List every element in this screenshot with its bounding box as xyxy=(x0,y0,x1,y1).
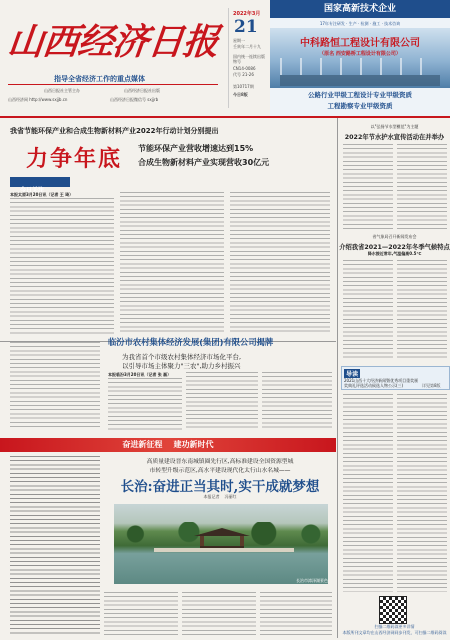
photo-pavilion xyxy=(200,534,244,549)
feature-byline: 本报记者 冯丽红 xyxy=(203,494,237,499)
ad-line-2: 工程勘察专业甲级资质 xyxy=(327,102,393,110)
lead-sub-1: 节能环保产业营收增速达到15% xyxy=(138,144,254,153)
ad-company: 中科路恒工程设计有限公司 xyxy=(300,38,420,49)
feature-banner-text: 奋进新征程 建功新时代 xyxy=(122,440,214,449)
guide-box[interactable] xyxy=(341,366,450,390)
right-headline-2: 介绍我省2021—2022年冬季气候特点 xyxy=(339,244,450,251)
right-sub-2: 降水接近常年,气温偏高0.5℃ xyxy=(367,251,422,256)
guide-text: 2021山西十大经济新闻暨优秀项目重奖颁奖典礼评选活动候选人物公示(三) xyxy=(344,378,419,388)
masthead-title: 山西经济日报 xyxy=(5,21,220,63)
photo-roof xyxy=(194,528,250,536)
date-day: 21 xyxy=(234,17,258,37)
feature-story[interactable] xyxy=(0,452,336,640)
masthead xyxy=(0,0,450,116)
ad-line-1: 公路行业甲级工程设计专业甲级资质 xyxy=(308,91,412,99)
date-week: 星期一 xyxy=(233,38,245,43)
right-col-divider xyxy=(337,118,338,638)
masthead-info-bar xyxy=(8,84,218,105)
guide-page: 详见第8版 xyxy=(422,383,441,388)
section-tag-label: 今日关注 xyxy=(20,187,45,194)
pages-count: 今日8版 xyxy=(233,92,248,97)
qr-note: 本版所刊文章均在山西经济网同步刊发，可扫描二维码阅读 xyxy=(342,630,447,635)
lead-headline: 力争年底 xyxy=(26,146,123,172)
masthead-wechat: 山西经济日报微信号 sxjjrb xyxy=(110,97,159,102)
ad-company-sub: （原名 西安路桥工程设计有限公司） xyxy=(319,51,401,57)
ad-top-line: 17年专注研发 · 生产 · 检测 · 施工 · 技术咨询 xyxy=(319,21,401,26)
feature-left-text xyxy=(10,456,100,636)
right-caption: 省气象局召开新闻发布会 xyxy=(372,234,417,239)
feature-text-3 xyxy=(260,592,332,636)
right-text-3a xyxy=(343,394,393,592)
masthead-url[interactable]: 山西经济网 http://www.sxjjb.cn xyxy=(8,97,68,102)
mid-left-text xyxy=(10,342,100,430)
mid-sub-1: 为我省首个市级农村集体经济市场化平台, xyxy=(122,353,242,361)
date-box xyxy=(228,8,267,108)
lead-text-col-1 xyxy=(10,198,114,334)
mid-text-3 xyxy=(262,372,332,430)
guide-label: 导读 xyxy=(346,371,359,378)
feature-photo-caption: 长治市漳泽湖景色 xyxy=(296,578,328,583)
lead-text-col-3 xyxy=(230,192,330,334)
masthead-meta-1: 山西日报社主管主办 xyxy=(44,88,80,93)
issue-line-2: CN14-0086 xyxy=(233,66,256,71)
feature-photo[interactable] xyxy=(114,504,328,584)
qr-caption: 扫描二维码读更多详情 xyxy=(374,624,415,629)
issue-line-1: 国内统一连续出版物号 xyxy=(233,54,265,64)
right-teaser: 以"弘扬节水型模范"为主题 xyxy=(370,124,419,129)
right-text-2b xyxy=(397,260,447,358)
lead-story[interactable] xyxy=(0,118,336,340)
feature-kicker-2: 市转型升级示范区,高水平建设现代化太行山水名城—— xyxy=(149,468,291,474)
feature-headline: 长治:奋进正当其时,实干成就梦想 xyxy=(120,479,320,495)
issue-line-3: 代号 21-26 xyxy=(233,72,254,77)
top-ad[interactable] xyxy=(270,0,450,116)
mid-text-2 xyxy=(186,372,258,430)
feature-banner xyxy=(0,438,336,452)
right-column xyxy=(339,118,450,640)
mid-headline: 临汾市农村集体经济发展(集团)有限公司揭牌 xyxy=(108,337,274,347)
photo-bridge xyxy=(154,548,294,552)
right-text-1a xyxy=(343,144,393,230)
ad-top-title: 国家高新技术企业 xyxy=(270,0,450,18)
masthead-meta-2: 山西经济日报社出版 xyxy=(124,88,160,93)
right-text-1b xyxy=(397,144,447,230)
right-text-3b xyxy=(397,394,447,592)
feature-text-1 xyxy=(104,592,178,636)
section-tag xyxy=(10,177,70,194)
mid-text-1 xyxy=(108,378,182,430)
mid-byline: 本报临汾3月20日讯（记者 张 磊） xyxy=(108,372,172,377)
lead-kicker: 我省节能环保产业和合成生物新材料产业2022年行动计划分别提出 xyxy=(10,127,219,135)
mid-story[interactable] xyxy=(0,337,336,437)
date-lunar: 壬寅年二月十九 xyxy=(233,44,261,49)
masthead-slogan: 指导全省经济工作的重点媒体 xyxy=(54,75,145,83)
right-story-1[interactable] xyxy=(339,118,450,228)
feature-text-2 xyxy=(182,592,256,636)
date-year: 2022年3月 xyxy=(233,11,261,17)
right-headline-1: 2022年节水护水宣传活动在并举办 xyxy=(344,134,445,141)
right-story-2[interactable] xyxy=(339,232,450,362)
feature-kicker-1: 高质量建设晋东南城镇圈先行区,高标准建设全国资源型城 xyxy=(146,459,294,465)
lead-byline: 本报太原3月20日讯（记者 王 琦） xyxy=(10,192,74,197)
right-text-2a xyxy=(343,260,393,358)
mid-sub-2: 以引导市场主体聚力"三农",助力乡村振兴 xyxy=(122,362,241,370)
qr-code[interactable] xyxy=(379,596,407,624)
lead-sub-2: 合成生物新材料产业实现营收30亿元 xyxy=(138,158,270,167)
lead-text-col-2 xyxy=(120,192,224,334)
issue-line-4: 第10717期 xyxy=(233,84,254,89)
ad-bridge-image xyxy=(280,58,440,86)
